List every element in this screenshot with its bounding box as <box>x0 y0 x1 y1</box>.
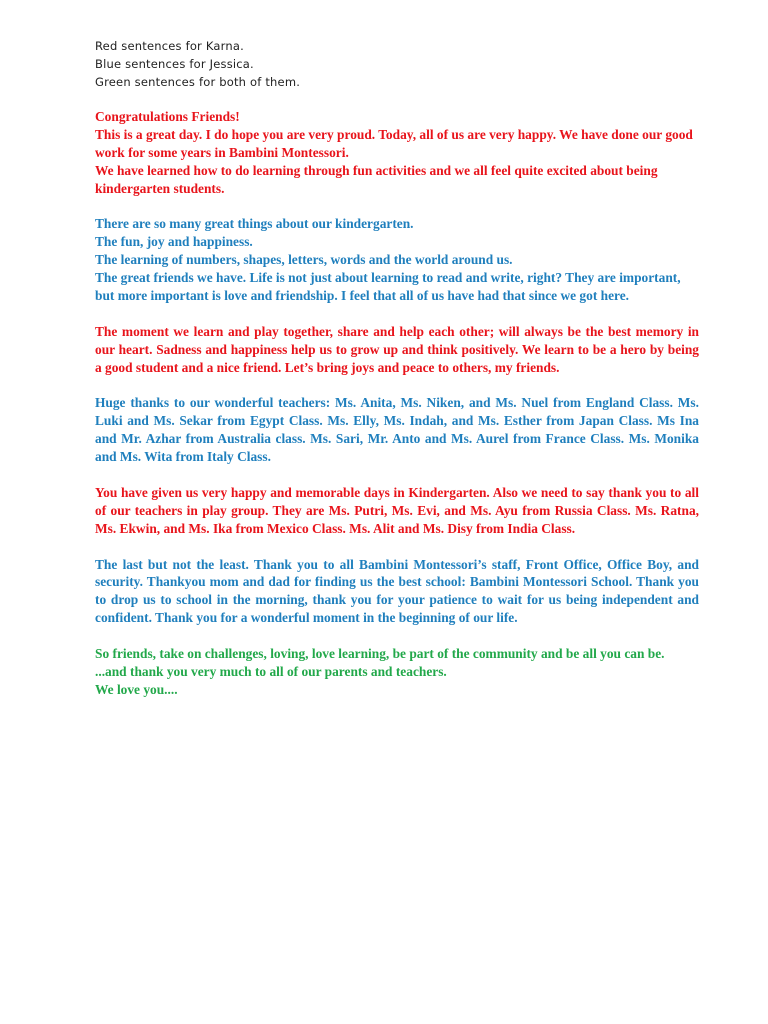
paragraph-memories: The moment we learn and play together, share and help each other; will always be the best memory in our heart. Sadness and happiness help us to grow up and think positively. We learn to be a hero by being a good student and a nice friend. Let’s bring joys and peace to others, my friends. <box>95 323 699 375</box>
paragraph-staff-thanks: The last but not the least. Thank you to all Bambini Montessori’s staff, Front Office, Office Boy, and security. Thankyou mom and dad for finding us the best school: Bambini Montessori School. Thank you to drop us to school in the morning, thank you for your patience to wait for us being independent and confident. Thank you for a wonderful moment in the beginning of our life. <box>95 556 699 626</box>
paragraph-opening <box>95 108 699 198</box>
color-legend <box>95 37 695 91</box>
greeting: Congratulations Friends! <box>95 109 240 124</box>
sentence: So friends, take on challenges, loving, love learning, be part of the community and be all you can be. <box>95 646 665 662</box>
legend-green-note: Green sentences for both of them. <box>95 75 301 89</box>
sentence: There are so many great things about our kindergarten. <box>95 216 414 232</box>
speech-body <box>95 108 699 717</box>
legend-red-note: Red sentences for Karna. <box>95 39 244 53</box>
sentence: ...and thank you very much to all of our parents and teachers. <box>95 664 447 679</box>
sentence: We have learned how to do learning through fun activities and we all feel quite excited about being kindergarten students. <box>95 162 658 196</box>
paragraph-teacher-thanks: Huge thanks to our wonderful teachers: Ms. Anita, Ms. Niken, and Ms. Nuel from England Class. Ms. Luki and Ms. Sekar from Egypt Class. Ms. Elly, Ms. Indah, and Ms. Esther from Japan Class. Ms Ina and Mr. Azhar from Australia class. Ms. Sari, Mr. Anto and Ms. Aurel from France Class. Ms. Monika and Ms. Wita from Italy Class. <box>95 395 699 465</box>
sentence: The learning of numbers, shapes, letters, words and the world around us. <box>95 252 513 268</box>
sentence: The fun, joy and happiness. <box>95 234 253 250</box>
paragraph-kindergarten-things <box>95 215 699 305</box>
sentence: This is a great day. I do hope you are very proud. Today, all of us are very happy. We have done our good work for some years in Bambini Montessori. <box>95 126 693 160</box>
sentence: The great friends we have. Life is not just about learning to read and write, right? They are important, but more important is love and friendship. I feel that all of us have had that since we got here. <box>95 270 681 304</box>
paragraph-playgroup-thanks: You have given us very happy and memorable days in Kindergarten. Also we need to say thank you to all of our teachers in play group. They are Ms. Putri, Ms. Evi, and Ms. Ayu from Russia Class. Ms. Ratna, Ms. Ekwin, and Ms. Ika from Mexico Class. Ms. Alit and Ms. Disy from India Class. <box>95 484 699 536</box>
legend-blue-note: Blue sentences for Jessica. <box>95 57 254 71</box>
paragraph-closing <box>95 645 699 699</box>
sentence: We love you.... <box>95 681 178 697</box>
